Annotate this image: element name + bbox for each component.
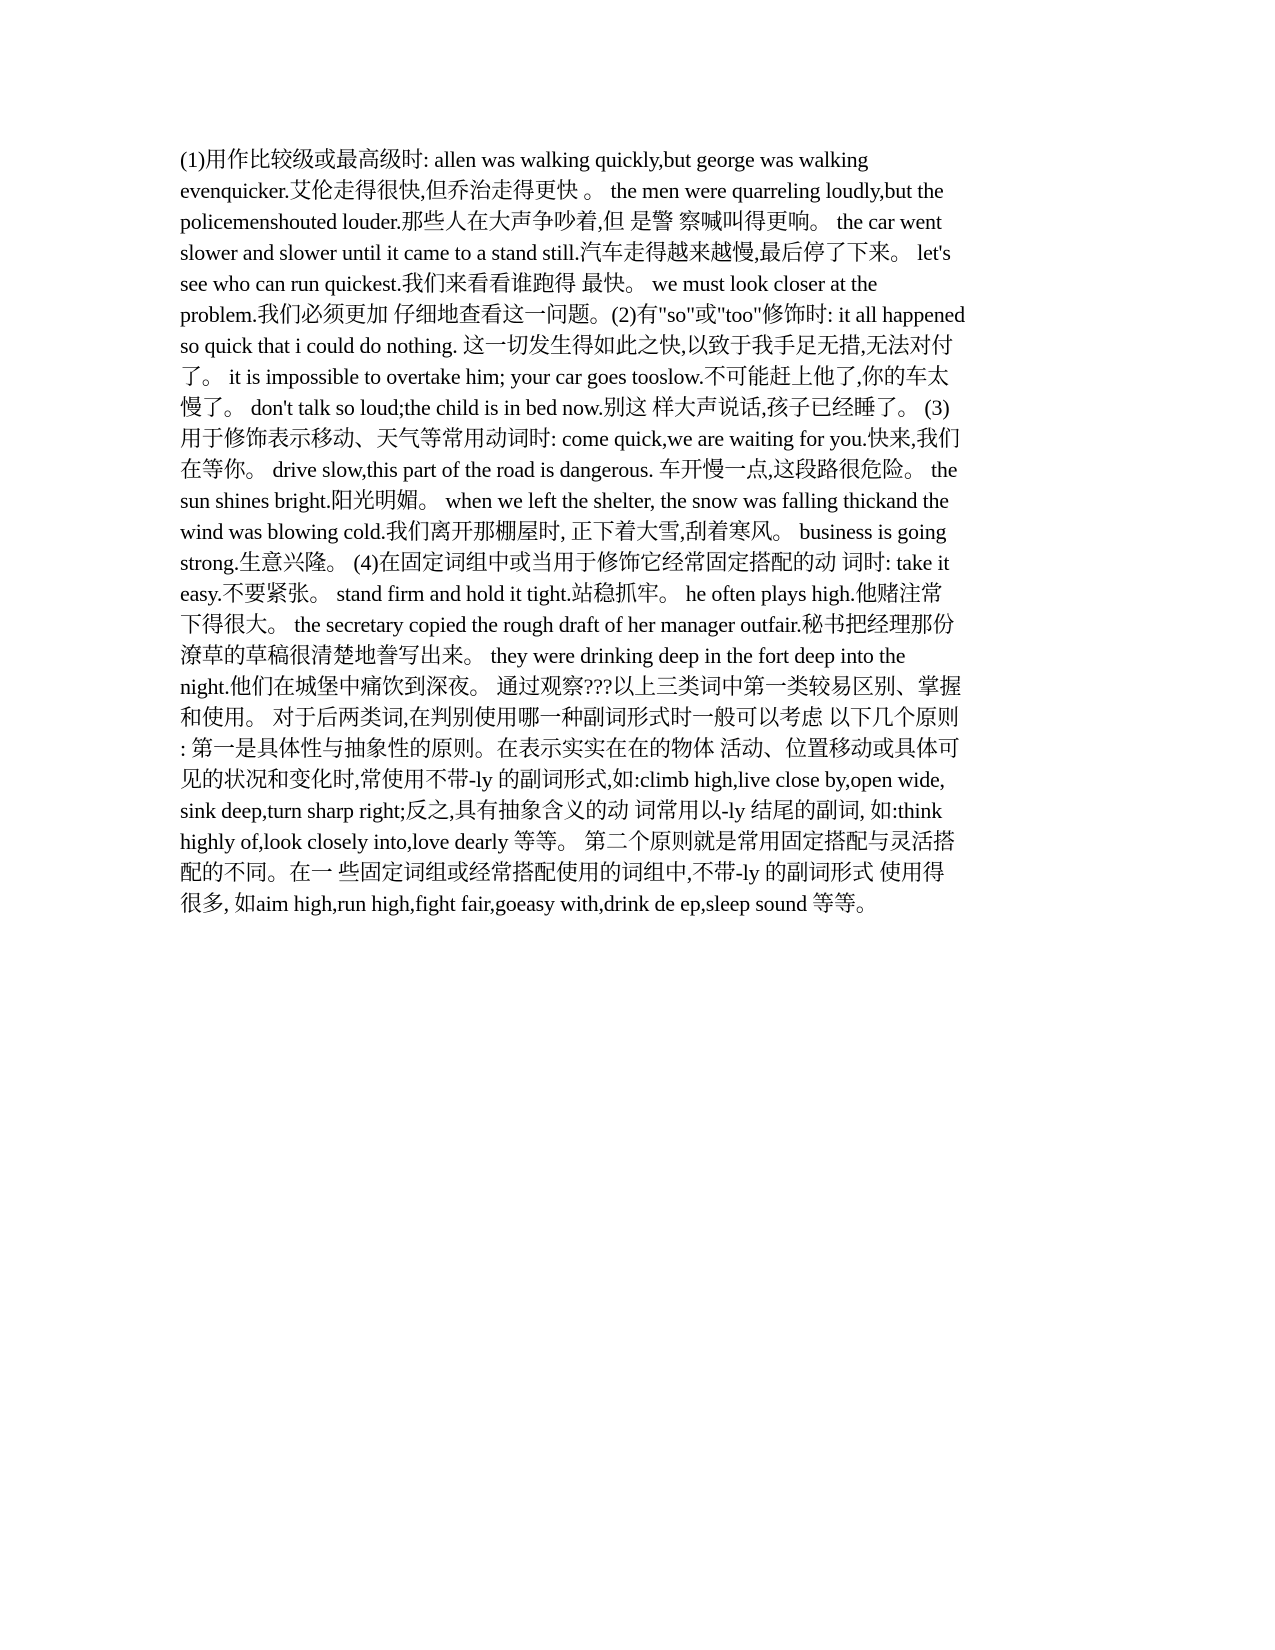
text-line: 见的状况和变化时,常使用不带-ly 的副词形式,如:climb high,live close by,open wide, bbox=[180, 767, 945, 792]
text-line: sink deep,turn sharp right;反之,具有抽象含义的动 词常用以-ly 结尾的副词, 如:think bbox=[180, 798, 943, 823]
text-line: sun shines bright.阳光明媚。 when we left the shelter, the snow was falling thickand the bbox=[180, 488, 949, 513]
text-line: 在等你。 drive slow,this part of the road is dangerous. 车开慢一点,这段路很危险。 the bbox=[180, 457, 958, 482]
text-line: see who can run quickest.我们来看看谁跑得 最快。 we must look closer at the bbox=[180, 271, 878, 296]
text-line: wind was blowing cold.我们离开那棚屋时, 正下着大雪,刮着寒风。 business is going bbox=[180, 519, 947, 544]
text-line: problem.我们必须更加 仔细地查看这一问题。(2)有"so"或"too"修饰时: it all happened bbox=[180, 302, 965, 327]
text-line: 下得很大。 the secretary copied the rough draft of her manager outfair.秘书把经理那份 bbox=[180, 612, 955, 637]
text-line: strong.生意兴隆。 (4)在固定词组中或当用于修饰它经常固定搭配的动 词时: take it bbox=[180, 550, 950, 575]
text-line: slower and slower until it came to a stand still.汽车走得越来越慢,最后停了下来。 let's bbox=[180, 240, 951, 265]
text-line: evenquicker.艾伦走得很快,但乔治走得更快 。 the men were quarreling loudly,but the bbox=[180, 178, 944, 203]
text-line: night.他们在城堡中痛饮到深夜。 通过观察???以上三类词中第一类较易区别、掌握 bbox=[180, 674, 962, 699]
text-line: highly of,look closely into,love dearly 等等。 第二个原则就是常用固定搭配与灵活搭 bbox=[180, 829, 955, 854]
text-line: easy.不要紧张。 stand firm and hold it tight.站稳抓牢。 he often plays high.他赌注常 bbox=[180, 581, 943, 606]
body-text bbox=[180, 144, 1060, 919]
text-line: 潦草的草稿很清楚地誊写出来。 they were drinking deep in the fort deep into the bbox=[180, 643, 906, 668]
text-line: (1)用作比较级或最高级时: allen was walking quickly,but george was walking bbox=[180, 147, 869, 172]
text-line: 了。 it is impossible to overtake him; your car goes tooslow.不可能赶上他了,你的车太 bbox=[180, 364, 949, 389]
text-line: 慢了。 don't talk so loud;the child is in bed now.别这 样大声说话,孩子已经睡了。 (3) bbox=[180, 395, 950, 420]
text-line: : 第一是具体性与抽象性的原则。在表示实实在在的物体 活动、位置移动或具体可 bbox=[180, 736, 960, 761]
text-line: 和使用。 对于后两类词,在判别使用哪一种副词形式时一般可以考虑 以下几个原则 bbox=[180, 705, 959, 730]
text-line: 配的不同。在一 些固定词组或经常搭配使用的词组中,不带-ly 的副词形式 使用得 bbox=[180, 860, 945, 885]
text-line: 用于修饰表示移动、天气等常用动词时: come quick,we are waiting for you.快来,我们 bbox=[180, 426, 960, 451]
text-line: policemenshouted louder.那些人在大声争吵着,但 是警 察喊叫得更响。 the car went bbox=[180, 209, 942, 234]
text-line: 很多, 如aim high,run high,fight fair,goeasy with,drink de ep,sleep sound 等等。 bbox=[180, 891, 878, 916]
text-line: so quick that i could do nothing. 这一切发生得如此之快,以致于我手足无措,无法对付 bbox=[180, 333, 954, 358]
